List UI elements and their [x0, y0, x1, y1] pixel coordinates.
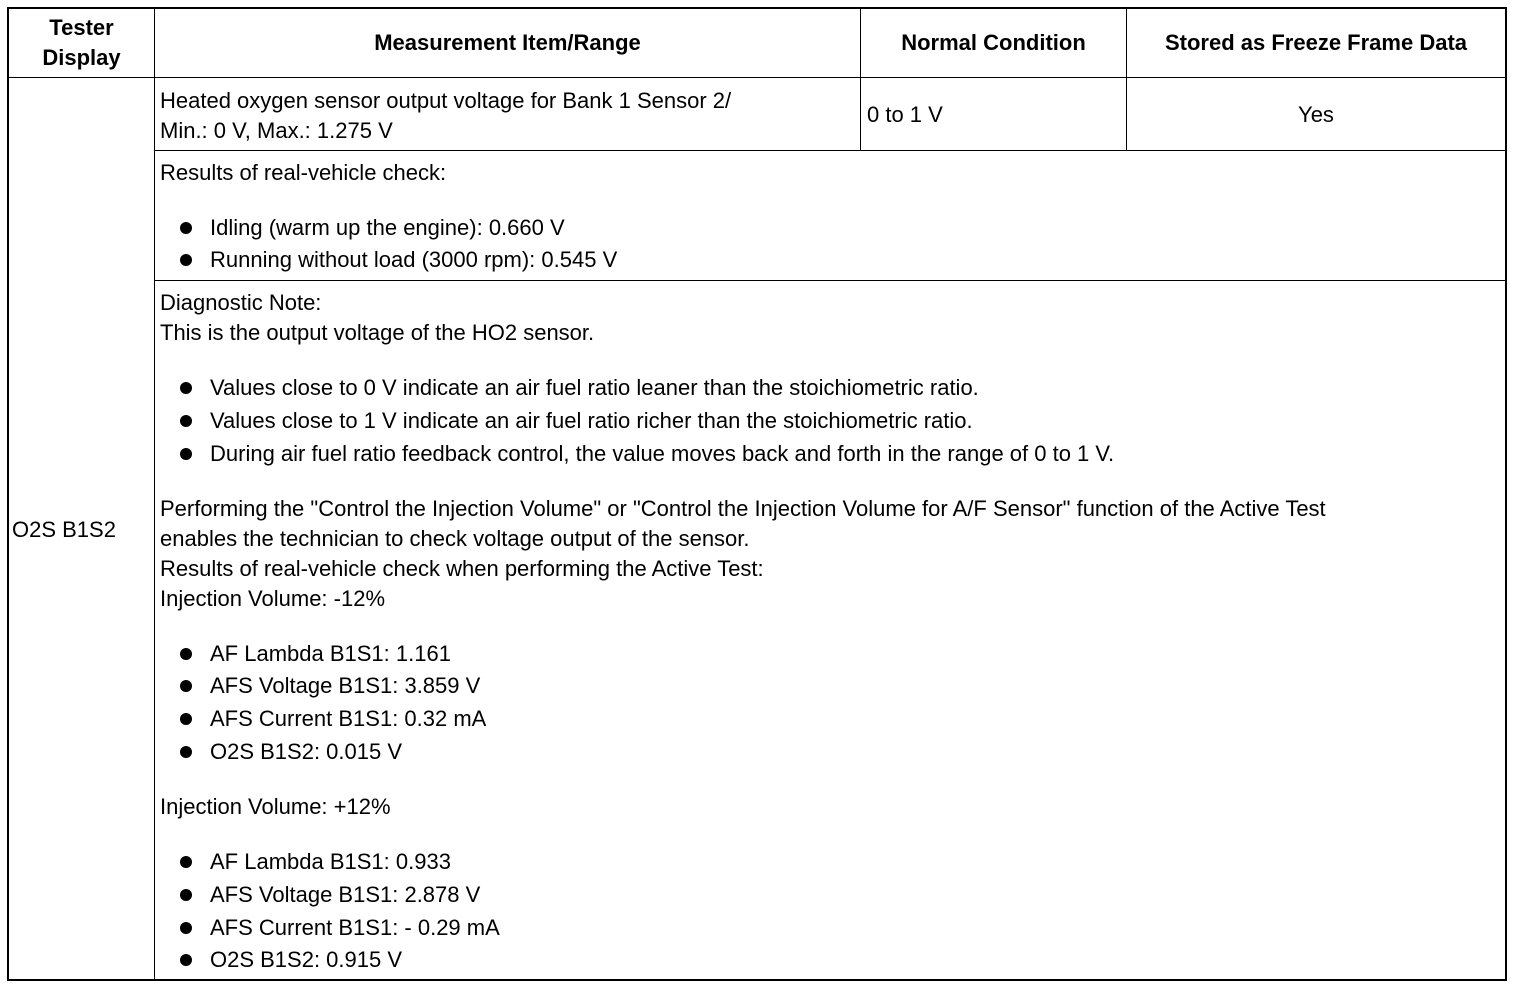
bullet-icon [180, 954, 192, 966]
list-item-text: Values close to 1 V indicate an air fuel ratio richer than the stoichiometric ratio. [210, 408, 973, 433]
list-item-text: AFS Voltage B1S1: 2.878 V [210, 882, 481, 907]
bullet-icon [180, 448, 192, 460]
bullet-icon [180, 746, 192, 758]
header-normal-condition: Normal Condition [901, 30, 1086, 55]
row-divider-1 [154, 150, 1507, 151]
list-item-text: O2S B1S2: 0.915 V [210, 947, 403, 972]
plus-title: Injection Volume: +12% [160, 794, 391, 819]
bullet-icon [180, 648, 192, 660]
bullet-icon [180, 713, 192, 725]
header-freeze-frame: Stored as Freeze Frame Data [1164, 30, 1468, 55]
bullet-icon [180, 415, 192, 427]
measurement-line-1: Heated oxygen sensor output voltage for Bank 1 Sensor 2/ [160, 88, 732, 113]
header-divider [7, 77, 1507, 78]
paragraph-line-4: Injection Volume: -12% [160, 586, 386, 611]
list-item-text: O2S B1S2: 0.015 V [210, 739, 403, 764]
normal-condition-value: 0 to 1 V [867, 102, 943, 127]
header-measurement-item: Measurement Item/Range [374, 30, 641, 55]
diagnostic-title: Diagnostic Note: [160, 290, 322, 315]
col-divider-1 [154, 7, 155, 981]
list-item-text: AFS Voltage B1S1: 3.859 V [210, 673, 481, 698]
bullet-icon [180, 222, 192, 234]
bullet-icon [180, 680, 192, 692]
bullet-icon [180, 889, 192, 901]
list-item-text: AFS Current B1S1: 0.32 mA [210, 706, 487, 731]
list-item-text: AFS Current B1S1: - 0.29 mA [210, 915, 500, 940]
paragraph-line-1: Performing the "Control the Injection Volume" or "Control the Injection Volume for A/F Sensor" function of the Active Test [160, 496, 1326, 521]
freeze-frame-value: Yes [1298, 102, 1334, 127]
check-title: Results of real-vehicle check: [160, 160, 447, 185]
list-item-text: AF Lambda B1S1: 1.161 [210, 641, 451, 666]
list-item-text: Idling (warm up the engine): 0.660 V [210, 215, 565, 240]
header-tester-display-line-2: Display [42, 45, 121, 70]
bullet-icon [180, 856, 192, 868]
header-tester-display-line-1: Tester [49, 15, 114, 40]
bullet-icon [180, 254, 192, 266]
header-tester-display [9, 13, 154, 73]
paragraph-line-2: enables the technician to check voltage output of the sensor. [160, 526, 750, 551]
bullet-icon [180, 922, 192, 934]
list-item-text: Running without load (3000 rpm): 0.545 V [210, 247, 618, 272]
paragraph-line-3: Results of real-vehicle check when performing the Active Test: [160, 556, 764, 581]
list-item-text: AF Lambda B1S1: 0.933 [210, 849, 451, 874]
diagnostic-intro: This is the output voltage of the HO2 sensor. [160, 320, 595, 345]
row-divider-2 [154, 280, 1507, 281]
list-item-text: During air fuel ratio feedback control, the value moves back and forth in the range of 0 to 1 V. [210, 441, 1115, 466]
tester-display-value: O2S B1S2 [12, 517, 116, 542]
measurement-line-2: Min.: 0 V, Max.: 1.275 V [160, 118, 393, 143]
bullet-icon [180, 382, 192, 394]
list-item-text: Values close to 0 V indicate an air fuel ratio leaner than the stoichiometric ratio. [210, 375, 979, 400]
